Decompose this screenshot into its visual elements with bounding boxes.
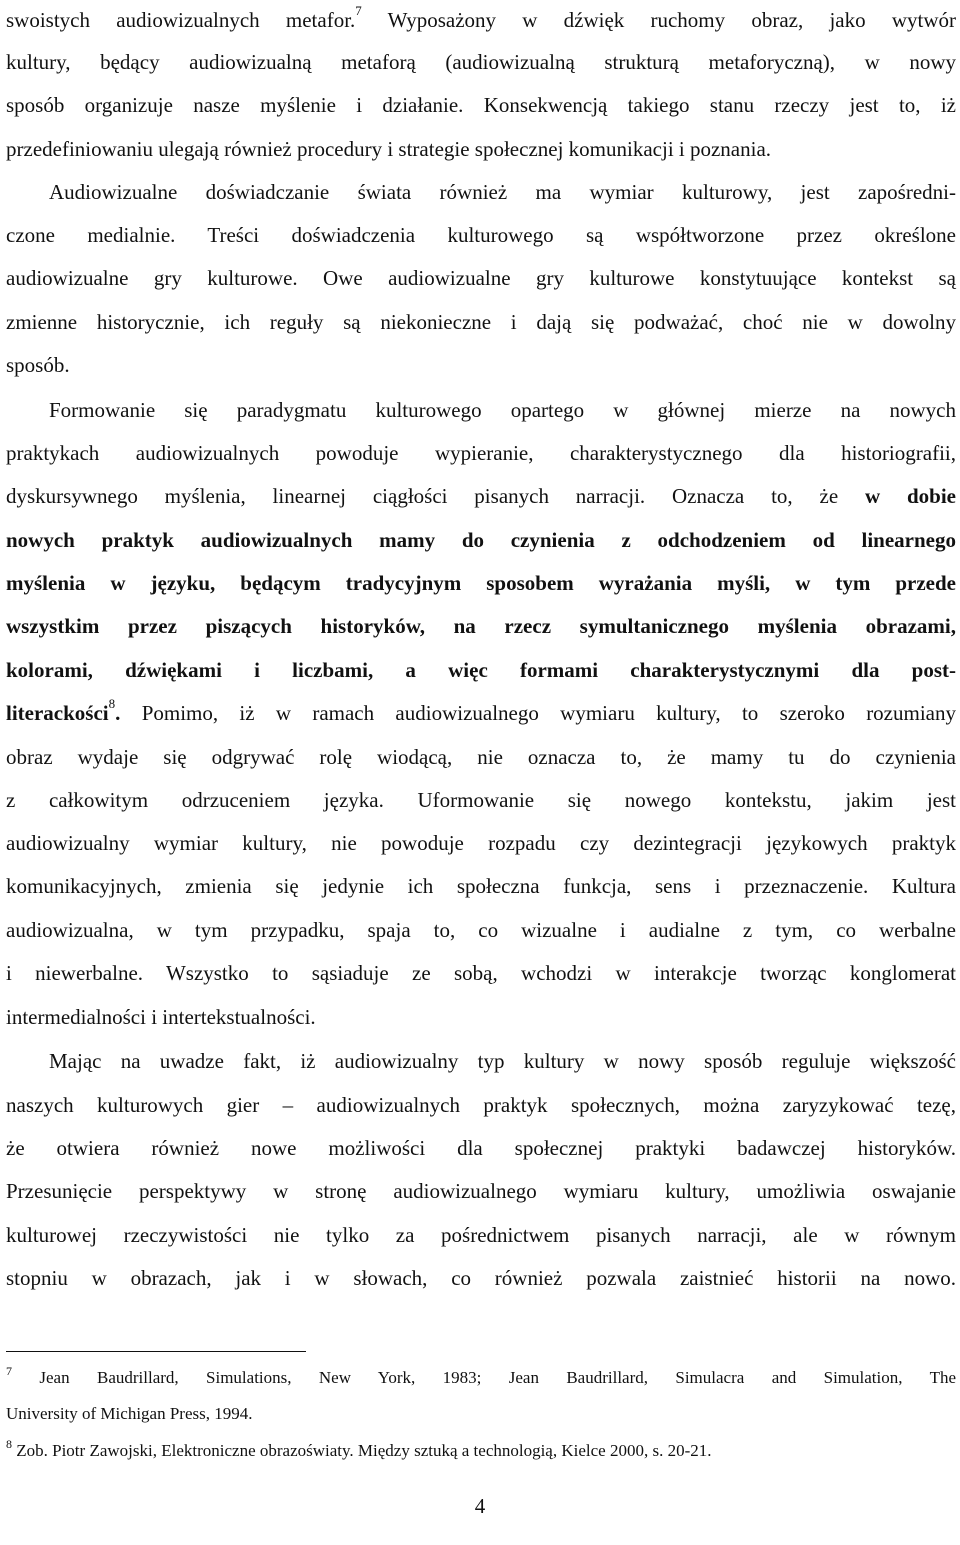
text-line: Audiowizualne doświadczanie świata również ma wymiar kulturowy, jest zapośredni- [49,180,956,204]
text-line: praktykach audiowizualnych powoduje wypieranie, charakterystycznego dla historiografii, [6,441,956,465]
text-line: i niewerbalne. Wszystko to sąsiaduje ze sobą, wchodzi w interakcje tworząc konglomerat [6,961,956,985]
footnote-number: 8 [6,1437,12,1451]
text-line: przedefiniowaniu ulegają również procedury i strategie społecznej komunikacji i poznania. [6,137,772,161]
text-line: kulturowej rzeczywistości nie tylko za pośrednictwem pisanych narracji, ale w równym [6,1223,956,1247]
text-line: swoistych audiowizualnych metafor.$^7$ Wyposażony w dźwięk ruchomy obraz, jako wytwór [6,3,957,32]
footnote-ref: 7 [355,3,362,18]
text-line: audiowizualny wymiar kultury, nie powoduje rozpadu czy dezintegracji językowych praktyk [6,831,956,855]
text-line: Formowanie się paradygmatu kulturowego opartego w głównej mierze na nowych [49,398,956,422]
text-line [6,650,956,690]
text-line: z całkowitym odrzuceniem języka. Uformowanie się nowego kontekstu, jakim jest [6,788,956,812]
text-line: stopniu w obrazach, jak i w słowach, co również pozwala zaistnieć historii na nowo. [6,1266,956,1290]
text-line: audiowizualne gry kulturowe. Owe audiowizualne gry kulturowe konstytuujące kontekst są [6,266,956,290]
text-line: literackości$^8$. Pomimo, iż w ramach audiowizualnego wymiaru kultury, to szeroko rozumiany [6,696,956,725]
text-line: zmienne historycznie, ich reguły są niekonieczne i dają się podważać, choć nie w dowolny [6,310,956,334]
text-line: naszych kulturowych gier – audiowizualnych praktyk społecznych, można zaryzykować tezę, [6,1093,956,1117]
bold-text: nowych praktyk audiowizualnych mamy do czynienia z odchodzeniem od linearnego [6,528,956,552]
text-line [6,520,956,560]
bold-text: kolorami, dźwiękami i liczbami, a więc formami charakterystycznymi dla post- [6,658,956,682]
bold-text: myślenia w języku, będącym tradycyjnym sposobem wyrażania myśli, w tym przede [6,571,956,595]
text-line: czone medialnie. Treści doświadczenia kulturowego są współtworzone przez określone [6,223,956,247]
text-line: komunikacyjnych, zmienia się jedynie ich społeczna funkcja, sens i przeznaczenie. Kultura [6,874,956,898]
text-line: audiowizualna, w tym przypadku, spaja to, co wizualne i audialne z tym, co werbalne [6,918,956,942]
footnote-separator [6,1351,306,1352]
text-line: obraz wydaje się odgrywać rolę wiodącą, nie oznacza to, że mamy tu do czynienia [6,745,956,769]
bold-text: w dobie [864,484,956,508]
text-line: Mając na uwadze fakt, iż audiowizualny typ kultury w nowy sposób reguluje większość [49,1049,956,1073]
text-line: kultury, będący audiowizualną metaforą (audiowizualną strukturą metaforyczną), w nowy [6,50,956,74]
text-line: sposób. [6,353,70,377]
footnote-7: $^7$ Jean Baudrillard, Simulations, New York, 1983; Jean Baudrillard, Simulacra and Simulation, The [6,1364,956,1387]
footnote-8: $^8$ Zob. Piotr Zawojski, Elektroniczne obrazoświaty. Między sztuką a technologią, Kielce 2000, s. 20-21. [6,1437,712,1460]
footnote-ref: 8 [108,696,116,711]
text-line [6,563,956,603]
text-line: dyskursywnego myślenia, linearnej ciągłości pisanych narracji. Oznacza to, że w dobie [6,484,956,508]
text-line: intermedialności i intertekstualności. [6,1005,316,1029]
footnote-number: 7 [6,1364,12,1378]
bold-text: wszystkim przez piszących historyków, na rzecz symultanicznego myślenia obrazami, [6,614,956,638]
bold-text: literackości [6,701,109,725]
text-line: sposób organizuje nasze myślenie i działanie. Konsekwencją takiego stanu rzeczy jest to, iż [6,93,956,117]
text-line: że otwiera również nowe możliwości dla społecznej praktyki badawczej historyków. [6,1136,956,1160]
text-line [6,606,956,646]
text-line: Przesunięcie perspektywy w stronę audiowizualnego wymiaru kultury, umożliwia oswajanie [6,1179,956,1203]
footnote-7-continued: University of Michigan Press, 1994. [6,1404,253,1423]
page-number: 4 [474,1494,486,1518]
